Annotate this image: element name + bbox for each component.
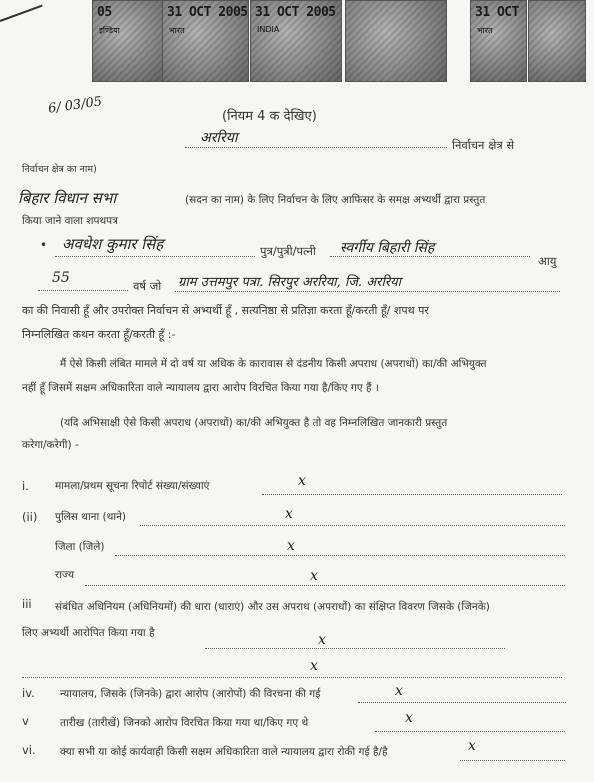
- declaration-line-1: का की निवासी हूँ और उपरोक्त निर्वाचन से अभ्यर्थी हूँ , सत्यनिष्ठा से प्रतिज्ञा करता हूँ/करती हूँ/ शपथ पर: [22, 304, 429, 317]
- item-number: iii: [22, 597, 32, 611]
- item-mark: x: [285, 506, 293, 522]
- fill-line: [262, 494, 562, 495]
- paragraph-1-line-1: मैं ऐसे किसी लंबित मामले में दो वर्ष या अधिक के कारावास से दंडनीय किसी अपराध (अपराधों) का/की अभियुक्त: [60, 358, 487, 370]
- item-mark: x: [318, 632, 326, 648]
- fill-line: [205, 648, 505, 649]
- fill-line: [38, 290, 128, 291]
- stamp-subtext: INDIA: [257, 25, 280, 34]
- house-text: (सदन का नाम) के लिए निर्वाचन के लिए आफिसर के समक्ष अभ्यर्थी द्वारा प्रस्तुत: [185, 194, 486, 206]
- item-label: जिला (जिले): [55, 541, 105, 553]
- item-3-line-1: संबंधित अधिनियम (अधिनियमों) की धारा (धाराएं) और उस अपराध (अपराधों) का संक्षिप्त विवरण जिसके (जिनके): [55, 601, 490, 613]
- paragraph-2-line-1: (यदि अभिसाक्षी ऐसे किसी अपराध (अपराधों) का/की अभियुक्त है तो वह निम्नलिखित जानकारी प्रस्तुत: [60, 417, 448, 429]
- bullet-mark: •: [40, 238, 48, 252]
- fill-line: [175, 291, 560, 292]
- fill-line: [185, 147, 447, 148]
- fill-line: [330, 256, 530, 257]
- constituency-caption: निर्वाचन क्षेत्र का नाम): [22, 164, 97, 175]
- age-handwritten: 55: [52, 270, 70, 286]
- fill-line: [22, 677, 562, 678]
- revenue-stamp: [162, 0, 249, 82]
- item-number: v: [22, 714, 29, 728]
- item-number: iv.: [22, 686, 35, 700]
- item-mark: x: [310, 568, 318, 584]
- constituency-suffix: निर्वाचन क्षेत्र से: [452, 138, 515, 152]
- fill-line: [358, 702, 566, 703]
- relation-text: पुत्र/पुत्री/पत्नी: [260, 244, 316, 258]
- fill-line: [115, 555, 565, 556]
- item-5-label: तारीख (तारीखें) जिनको आरोप विरचित किया गया था/किए गए थे: [60, 717, 309, 729]
- name-handwritten: अवधेश कुमार सिंह: [62, 235, 164, 253]
- item-4-label: न्यायालय, जिसके (जिनके) द्वारा आरोप (आरोपों) की विरचना की गई: [60, 688, 321, 700]
- item-mark: x: [468, 738, 476, 754]
- item-3-line-2: लिए अभ्यर्थी आरोपित किया गया है: [22, 627, 155, 639]
- item-6-label: क्या सभी या कोई कार्यवाही किसी सक्षम अधिकारिता वाले न्यायालय द्वारा रोकी गई है/है: [60, 746, 388, 758]
- item-number: vi.: [22, 743, 36, 757]
- item-label: राज्य: [55, 569, 75, 581]
- revenue-stamp: [470, 0, 527, 82]
- house-handwritten: बिहार विधान सभा: [18, 189, 117, 207]
- revenue-stamp: [92, 0, 164, 82]
- rule-reference: (नियम 4 क देखिए): [222, 109, 317, 124]
- item-number: (ii): [22, 510, 38, 524]
- stamp-subtext: भारत: [477, 26, 493, 35]
- stamp-text: 31 OCT 2005: [167, 5, 248, 20]
- affidavit-line: किया जाने वाला शपथपत्र: [22, 215, 118, 227]
- fill-line: [55, 256, 255, 257]
- revenue-stamp: [250, 0, 342, 82]
- stamp-subtext: भारत: [169, 26, 185, 35]
- fill-line: [375, 731, 565, 732]
- handwritten-reference: 6/ 03/05: [47, 94, 104, 117]
- revenue-stamp: [528, 0, 586, 82]
- stamp-text: 31 OCT 2005: [255, 5, 336, 20]
- fill-line: [85, 585, 565, 586]
- fill-line: [140, 525, 565, 526]
- age-label: आयु: [538, 254, 557, 268]
- resident-label: वर्ष जो: [133, 279, 162, 293]
- item-number: i.: [22, 479, 29, 493]
- item-mark: x: [405, 710, 413, 726]
- declaration-line-2: निम्नलिखित कथन करता हूँ/करती हूँ :-: [22, 328, 176, 341]
- paragraph-1-line-2: नहीं हूँ जिसमें सक्षम अधिकारिता वाले न्यायालय द्वारा आरोप विरचित किया गया है/किए गए हैं ।: [22, 382, 379, 394]
- paragraph-2-line-2: करेगा/करेगी) -: [22, 439, 79, 451]
- item-mark: x: [395, 683, 403, 699]
- fill-line: [460, 760, 565, 761]
- stamp-text: 31 OCT: [475, 5, 519, 20]
- constituency-handwritten: अररिया: [200, 130, 238, 146]
- item-mark: x: [287, 538, 295, 554]
- father-handwritten: स्वर्गीय बिहारी सिंह: [340, 240, 435, 256]
- stamp-text: 05: [97, 5, 112, 20]
- address-handwritten: ग्राम उत्तमपुर पत्रा. सिरपुर अररिया, जि. अररिया: [178, 275, 402, 290]
- revenue-stamp: [345, 0, 447, 82]
- item-label: मामला/प्रथम सूचना रिपोर्ट संख्या/संख्याएं: [55, 480, 210, 492]
- pen-mark: [0, 5, 43, 22]
- item-mark: x: [310, 658, 318, 674]
- stamp-subtext: इण्डिया: [99, 26, 120, 35]
- item-label: पुलिस थाना (थाने): [55, 511, 127, 523]
- item-mark: x: [298, 473, 306, 489]
